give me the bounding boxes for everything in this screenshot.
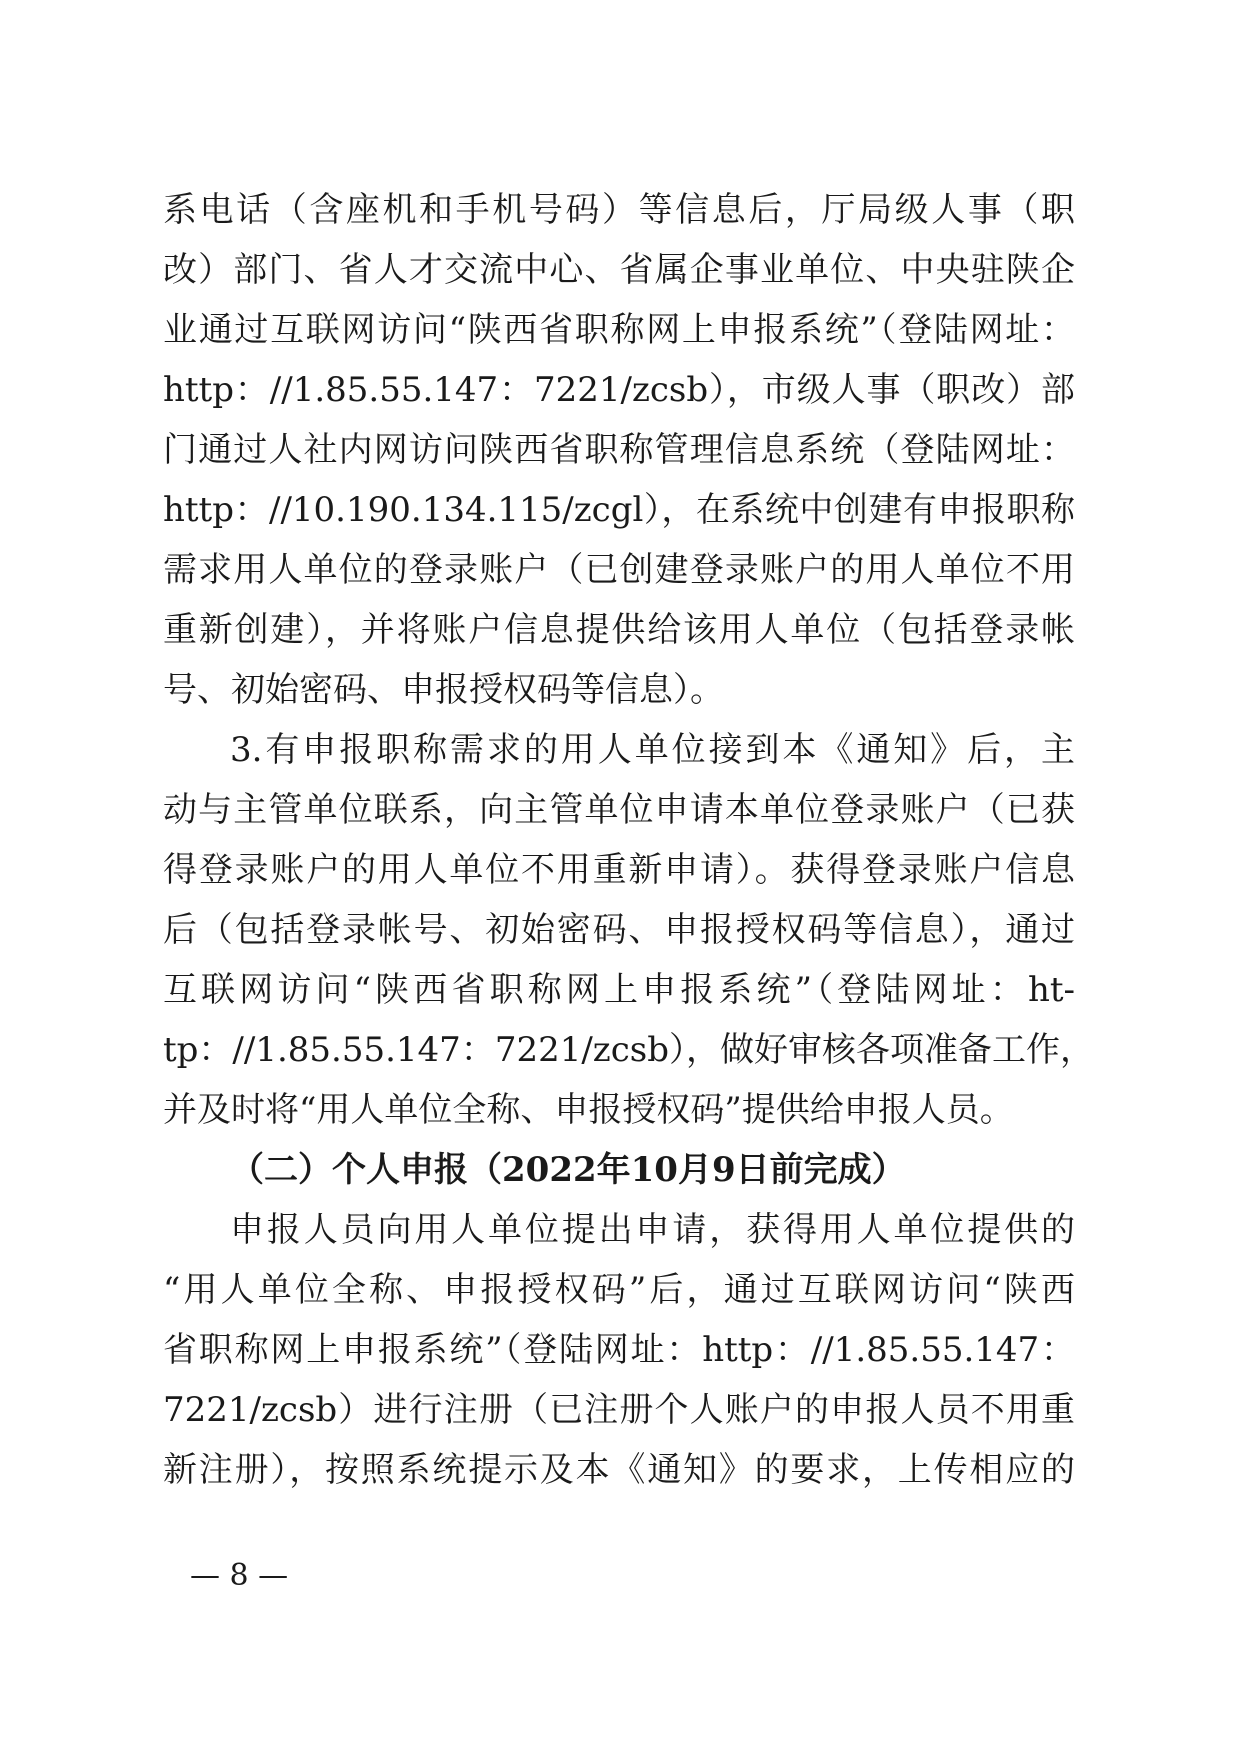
body-line-3: 业通过互联网访问“陕西省职称网上申报系统”（登陆网址：: [163, 310, 1075, 350]
body-line-8: 重新创建），并将账户信息提供给该用人单位（包括登录帐: [163, 610, 1075, 650]
body-line-9: 号、初始密码、申报授权码等信息）。: [163, 670, 724, 710]
body-line-18: 申报人员向用人单位提出申请，获得用人单位提供的: [230, 1210, 1075, 1250]
body-line-15: tp：//1.85.55.147：7221/zcsb），做好审核各项准备工作，: [163, 1030, 1094, 1070]
body-line-10: 3.有申报职称需求的用人单位接到本《通知》后，主: [230, 730, 1075, 770]
body-line-12: 得登录账户的用人单位不用重新申请）。获得登录账户信息: [163, 850, 1075, 890]
body-line-19: “用人单位全称、申报授权码”后，通过互联网访问“陕西: [163, 1270, 1075, 1310]
body-line-22: 新注册），按照系统提示及本《通知》的要求，上传相应的: [163, 1450, 1075, 1490]
body-line-4: http：//1.85.55.147：7221/zcsb），市级人事（职改）部: [163, 370, 1075, 410]
page-number: — 8 —: [190, 1558, 289, 1593]
body-line-13: 后（包括登录帐号、初始密码、申报授权码等信息），通过: [163, 910, 1075, 950]
body-line-5: 门通过人社内网访问陕西省职称管理信息系统（登陆网址：: [163, 430, 1075, 470]
body-line-20: 省职称网上申报系统”（登陆网址：http：//1.85.55.147：: [163, 1330, 1075, 1370]
body-line-16: 并及时将“用人单位全称、申报授权码”提供给申报人员。: [163, 1090, 1014, 1130]
section-heading: （二）个人申报（2022年10月9日前完成）: [230, 1150, 906, 1190]
body-line-6: http：//10.190.134.115/zcgl），在系统中创建有申报职称: [163, 490, 1075, 530]
body-line-11: 动与主管单位联系，向主管单位申请本单位登录账户（已获: [163, 790, 1075, 830]
body-line-1: 系电话（含座机和手机号码）等信息后，厅局级人事（职: [163, 190, 1075, 230]
body-line-7: 需求用人单位的登录账户（已创建登录账户的用人单位不用: [163, 550, 1075, 590]
body-line-21: 7221/zcsb）进行注册（已注册个人账户的申报人员不用重: [163, 1390, 1075, 1430]
body-line-14: 互联网访问“陕西省职称网上申报系统”（登陆网址：ht-: [163, 970, 1075, 1010]
body-line-2: 改）部门、省人才交流中心、省属企事业单位、中央驻陕企: [163, 250, 1075, 290]
